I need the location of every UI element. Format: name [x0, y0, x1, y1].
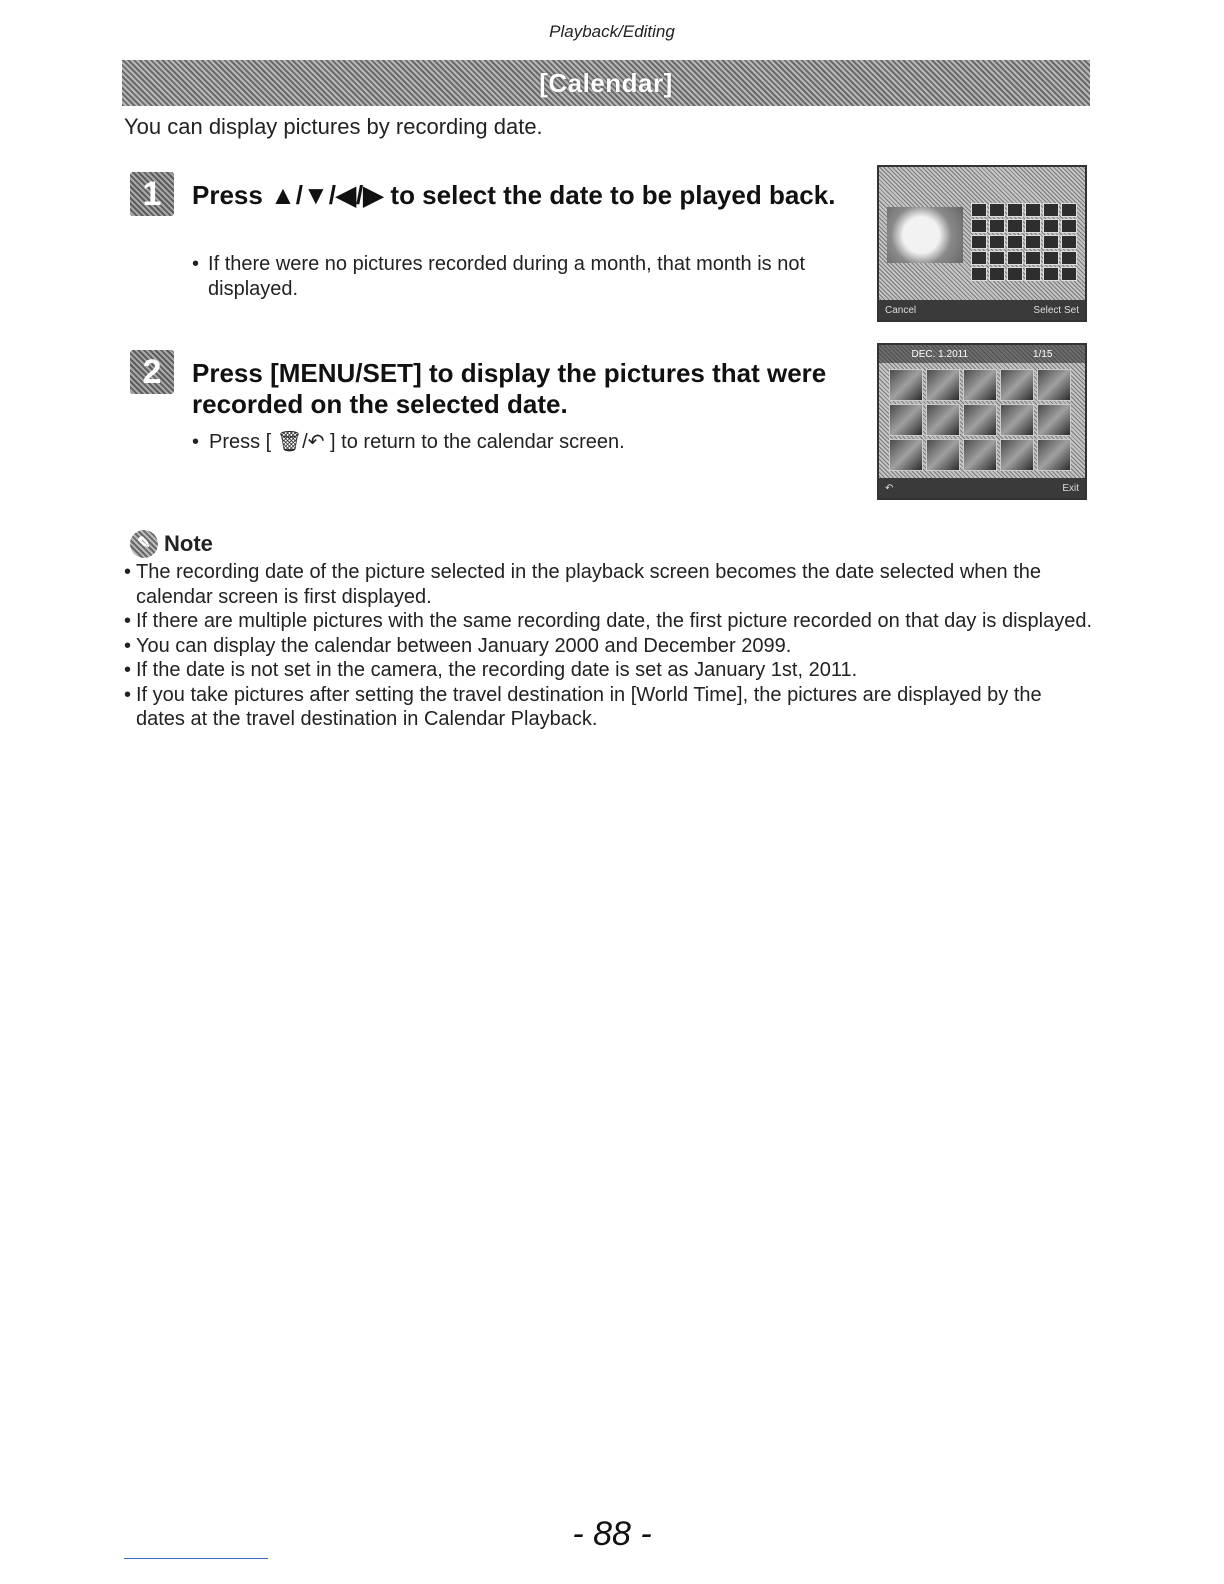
calendar-screen-image	[877, 165, 1087, 322]
calendar-grid	[971, 203, 1079, 281]
exit-label: Exit	[1062, 482, 1079, 494]
step-2-bullet	[192, 430, 862, 455]
screen-top-bar	[879, 345, 1085, 363]
bullet-dot: •	[192, 253, 200, 275]
step-number-2: 2	[130, 350, 174, 394]
page-title-bar	[122, 60, 1090, 106]
select-set-label: Select Set	[1033, 304, 1079, 316]
note-heading	[130, 530, 213, 558]
page-number: - 88 -	[572, 1515, 652, 1553]
note-icon: ✎	[130, 530, 158, 558]
note-item: • If you take pictures after setting the travel destination in [World Time], the pictures are displayed by the dates at the travel destination in Calendar Playback.	[124, 683, 1042, 730]
pictures-screen-image	[877, 343, 1087, 500]
return-icon: ↶	[885, 482, 894, 494]
note-heading-text: Note	[164, 531, 213, 556]
note-item: • If there are multiple pictures with the same recording date, the first picture recorded on that day is displayed.	[124, 610, 1093, 632]
footer-divider	[124, 1558, 268, 1559]
step-2-bullet-text: Press [ 🗑/↶ ] to return to the calendar screen.	[209, 431, 625, 453]
cancel-label: Cancel	[885, 304, 917, 316]
page-title: [Calendar]	[539, 67, 673, 98]
note-list	[124, 560, 1094, 732]
step-1-bullet-text: If there were no pictures recorded during a month, that month is not displayed.	[208, 253, 806, 300]
thumbnail-grid	[889, 369, 1075, 471]
step-1-title: Press ▲/▼/◀/▶ to select the date to be played back.	[192, 180, 836, 210]
section-label: Playback/Editing	[549, 22, 675, 41]
preview-thumbnail	[887, 207, 963, 263]
step-1-bullet	[192, 252, 862, 302]
screen-bottom-bar	[879, 300, 1085, 320]
intro-text: You can display pictures by recording date.	[124, 114, 543, 139]
note-item: • You can display the calendar between January 2000 and December 2099.	[124, 634, 792, 657]
step-2-title: Press [MENU/SET] to display the pictures that were recorded on the selected date.	[192, 358, 827, 419]
count-label: 1/15	[1033, 348, 1053, 360]
note-item: • If the date is not set in the camera, the recording date is set as January 1st, 2011.	[124, 659, 858, 681]
step-number-1: 1	[130, 172, 174, 216]
bullet-dot: •	[192, 431, 200, 453]
note-item: • The recording date of the picture selected in the playback screen becomes the date selected when the calendar screen is first displayed.	[124, 561, 1041, 608]
screen-bottom-bar	[879, 478, 1085, 498]
date-label: DEC. 1.2011	[911, 348, 969, 360]
